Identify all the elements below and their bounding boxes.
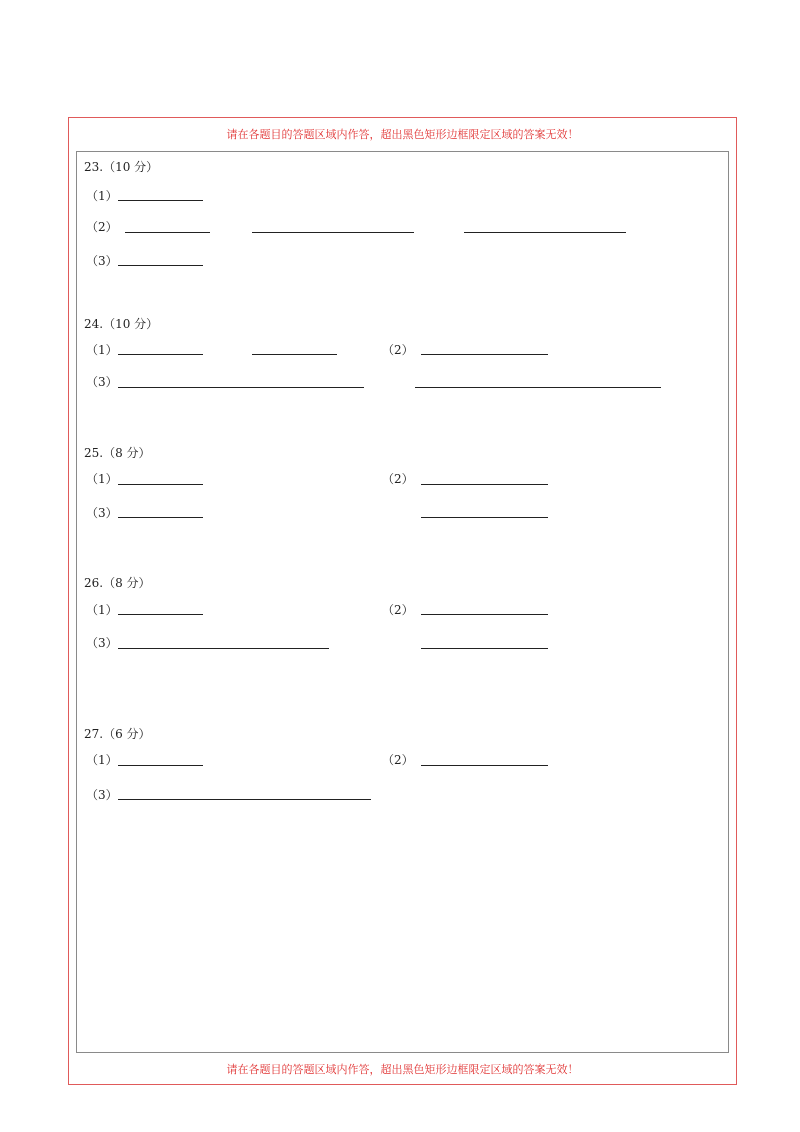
q26-part-2-answer-line[interactable] (421, 614, 548, 615)
q25-part-3-answer-line[interactable] (118, 517, 203, 518)
q26-part-2-answer-line-extra[interactable] (421, 648, 548, 649)
q27-part-3-answer-line[interactable] (118, 799, 371, 800)
q23-part-2-answer-line-b[interactable] (252, 232, 414, 233)
q27-part-1-answer-line[interactable] (118, 765, 203, 766)
q24-part-2-label: （2） (382, 343, 414, 357)
q24-part-1-label: （1） (86, 343, 118, 357)
q23-part-1-label: （1） (86, 189, 118, 203)
question-24-title: 24.（10 分） (84, 317, 159, 331)
question-27-title: 27.（6 分） (84, 727, 151, 741)
question-26-title: 26.（8 分） (84, 576, 151, 590)
q23-part-2-answer-line-a[interactable] (125, 232, 210, 233)
q27-part-2-answer-line[interactable] (421, 765, 548, 766)
q27-part-2-label: （2） (382, 753, 414, 767)
q24-part-3-label: （3） (86, 375, 118, 389)
q26-part-1-answer-line[interactable] (118, 614, 203, 615)
q27-part-3-label: （3） (86, 788, 118, 802)
q23-part-1-answer-line[interactable] (118, 200, 203, 201)
notice-bottom: 请在各题目的答题区域内作答，超出黑色矩形边框限定区域的答案无效！ (226, 1063, 579, 1076)
q25-part-2-label: （2） (382, 472, 414, 486)
q23-part-2-label: （2） (86, 220, 118, 234)
q24-part-2-answer-line[interactable] (421, 354, 548, 355)
q26-part-3-answer-line[interactable] (118, 648, 329, 649)
q23-part-3-answer-line[interactable] (118, 265, 203, 266)
q24-part-3-answer-line-b[interactable] (415, 387, 661, 388)
q25-part-1-label: （1） (86, 472, 118, 486)
question-25-title: 25.（8 分） (84, 446, 151, 460)
q24-part-3-answer-line-a[interactable] (118, 387, 364, 388)
q25-part-2-answer-line[interactable] (421, 484, 548, 485)
q24-part-1-answer-line-a[interactable] (118, 354, 203, 355)
q25-part-1-answer-line[interactable] (118, 484, 203, 485)
q23-part-2-answer-line-c[interactable] (464, 232, 626, 233)
q24-part-1-answer-line-b[interactable] (252, 354, 337, 355)
q26-part-2-label: （2） (382, 603, 414, 617)
q25-part-3-label: （3） (86, 506, 118, 520)
question-23-title: 23.（10 分） (84, 160, 159, 174)
q23-part-3-label: （3） (86, 254, 118, 268)
q26-part-1-label: （1） (86, 603, 118, 617)
notice-top: 请在各题目的答题区域内作答，超出黑色矩形边框限定区域的答案无效！ (226, 128, 579, 141)
q26-part-3-label: （3） (86, 636, 118, 650)
q25-part-2-answer-line-extra[interactable] (421, 517, 548, 518)
q27-part-1-label: （1） (86, 753, 118, 767)
